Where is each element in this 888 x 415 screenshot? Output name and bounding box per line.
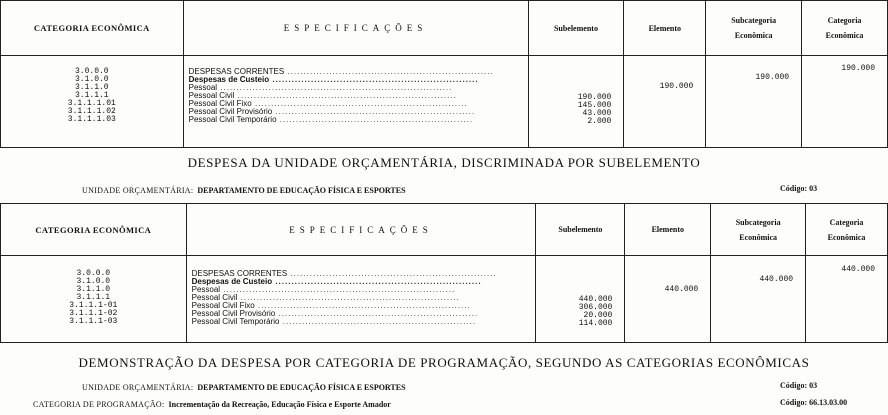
spec: Pessoal Civil <box>191 294 238 302</box>
program-code <box>780 398 847 407</box>
budget-table-2 <box>0 203 888 343</box>
header-categoria-economica: CATEGORIA ECONÔMICA <box>1 204 187 256</box>
unit-code-2 <box>780 381 817 390</box>
codes-column <box>1 56 184 148</box>
header-subcategoria <box>706 1 802 56</box>
unit-value: DEPARTAMENTO DE EDUCAÇÃO FÍSICA E ESPORTES <box>197 186 406 195</box>
spec: Pessoal Civil Temporário <box>188 116 277 124</box>
unit-value: DEPARTAMENTO DE EDUCAÇÃO FÍSICA E ESPORTES <box>197 383 406 392</box>
unit-line-2 <box>82 383 406 392</box>
categoria-column <box>806 256 888 343</box>
spec: Pessoal Civil Temporário <box>191 318 280 326</box>
header-categoria-line2: Econômica <box>827 232 866 242</box>
spec: Despesas de Custeio <box>191 278 273 286</box>
code: 3.1.1.1-03 <box>69 317 118 326</box>
subcategoria-column <box>711 256 806 343</box>
categoria-value: 440.000 <box>841 265 875 274</box>
header-elemento: Elemento <box>625 204 711 256</box>
unit-line-1 <box>82 186 406 195</box>
subelemento-value: 190.000 <box>577 93 612 102</box>
code: 3.1.1.1.01 <box>67 99 116 108</box>
code-value: 03 <box>809 381 818 390</box>
elemento-value: 190.000 <box>659 82 694 91</box>
header-elemento: Elemento <box>624 1 706 56</box>
elemento-column <box>624 56 706 148</box>
program-value: Incrementação da Recreação, Educação Física e Esporte Amador <box>168 400 391 409</box>
code: 3.0.0.0 <box>75 67 109 76</box>
spec: Pessoal Civil <box>188 92 235 100</box>
header-subelemento: Subelemento <box>536 204 625 256</box>
code-label: Código: <box>780 381 808 390</box>
subcategoria-value: 190.000 <box>755 73 790 82</box>
unit-label: UNIDADE ORÇAMENTÁRIA: <box>82 186 194 195</box>
header-categoria-line1: Categoria <box>829 217 864 227</box>
header-subcategoria-line1: Subcategoria <box>735 217 781 227</box>
subcategoria-column <box>706 56 802 148</box>
heading-despesa-unidade: DESPESA DA UNIDADE ORÇAMENTÁRIA, DISCRIMINADA POR SUBELEMENTO <box>187 155 701 170</box>
subelemento-value: 440.000 <box>578 295 613 304</box>
program-line <box>33 400 391 409</box>
code: 3.1.1.1.02 <box>67 107 116 116</box>
header-categoria-line1: Categoria <box>827 16 862 25</box>
budget-table-1 <box>0 0 888 148</box>
categoria-value: 190.000 <box>841 64 875 73</box>
spec: Pessoal <box>191 286 221 294</box>
header-categoria-economica: CATEGORIA ECONÔMICA <box>1 1 184 56</box>
code-value: 03 <box>809 184 818 193</box>
subelemento-column <box>536 256 625 343</box>
subelemento-column <box>528 56 624 148</box>
header-categoria-line2: Econômica <box>825 31 864 40</box>
code: 3.1.1.1-02 <box>69 309 118 318</box>
spec: Pessoal Civil Provisório <box>191 310 276 318</box>
subelemento-value: 2.000 <box>587 117 612 126</box>
header-subcategoria-line1: Subcategoria <box>731 16 777 25</box>
code: 3.1.1.1 <box>76 293 111 302</box>
elemento-value: 440.000 <box>664 285 699 294</box>
categoria-column <box>802 56 888 148</box>
header-subelemento: Subelemento <box>528 1 624 56</box>
header-categoria <box>802 1 888 56</box>
spec: Pessoal Civil Fixo <box>188 100 252 108</box>
program-label: CATEGORIA DE PROGRAMAÇÃO: <box>33 400 165 409</box>
codes-column <box>1 256 187 343</box>
heading-demonstracao-despesa: DEMONSTRAÇÃO DA DESPESA POR CATEGORIA DE PROGRAMAÇÃO, SEGUNDO AS CATEGORIAS ECONÔMICAS <box>78 355 810 370</box>
code: 3.1.0.0 <box>76 277 111 286</box>
spec: Pessoal Civil Provisório <box>188 108 273 116</box>
header-especificacoes: ESPECIFICAÇÕES <box>186 204 536 256</box>
unit-label: UNIDADE ORÇAMENTÁRIA: <box>82 383 194 392</box>
spec: DESPESAS CORRENTES <box>191 270 288 278</box>
subelemento-value: 306.000 <box>578 303 613 312</box>
code-value: 66.13.03.00 <box>809 398 848 407</box>
code: 3.1.1.1.03 <box>67 115 116 124</box>
header-subcategoria-line2: Econômica <box>739 232 778 242</box>
code: 3.1.1.1 <box>75 91 109 100</box>
subelemento-value: 145.000 <box>577 101 612 110</box>
specs-column: DESPESAS CORRENTES ................................................................ Despesas de Custeio ................................................................ Pessoal ........................................................................ Pessoal Civil .................................................................... Pessoal Civil Fixo .................................................................. Pessoal Civil Provisório .............................................................. Pessoal Civil Temporário ............................................................ <box>186 256 536 343</box>
subelemento-value: 114.000 <box>578 319 613 328</box>
spec: DESPESAS CORRENTES <box>188 68 285 76</box>
subcategoria-value: 440.000 <box>759 275 794 284</box>
subelemento-value: 43.000 <box>582 109 612 118</box>
header-categoria <box>806 204 888 256</box>
subelemento-value: 20.000 <box>583 311 613 320</box>
spec: Pessoal <box>188 84 218 92</box>
spec: Pessoal Civil Fixo <box>191 302 255 310</box>
header-subcategoria-line2: Econômica <box>734 31 773 40</box>
code-label: Código: <box>780 398 808 407</box>
code: 3.1.1.0 <box>76 285 111 294</box>
code: 3.1.1.0 <box>75 83 109 92</box>
code: 3.0.0.0 <box>76 269 111 278</box>
header-especificacoes: ESPECIFICAÇÕES <box>183 1 528 56</box>
elemento-column <box>625 256 711 343</box>
code-label: Código: <box>780 184 808 193</box>
unit-code-1 <box>780 184 817 193</box>
code: 3.1.1.1-01 <box>69 301 118 310</box>
spec: Despesas de Custeio <box>188 76 270 84</box>
header-subcategoria <box>711 204 806 256</box>
specs-column: DESPESAS CORRENTES ................................................................ Despesas de Custeio ................................................................ Pessoal ........................................................................ Pessoal Civil .................................................................... Pessoal Civil Fixo .................................................................. Pessoal Civil Provisório .............................................................. Pessoal Civil Temporário ............................................................ <box>183 56 528 148</box>
code: 3.1.0.0 <box>75 75 109 84</box>
